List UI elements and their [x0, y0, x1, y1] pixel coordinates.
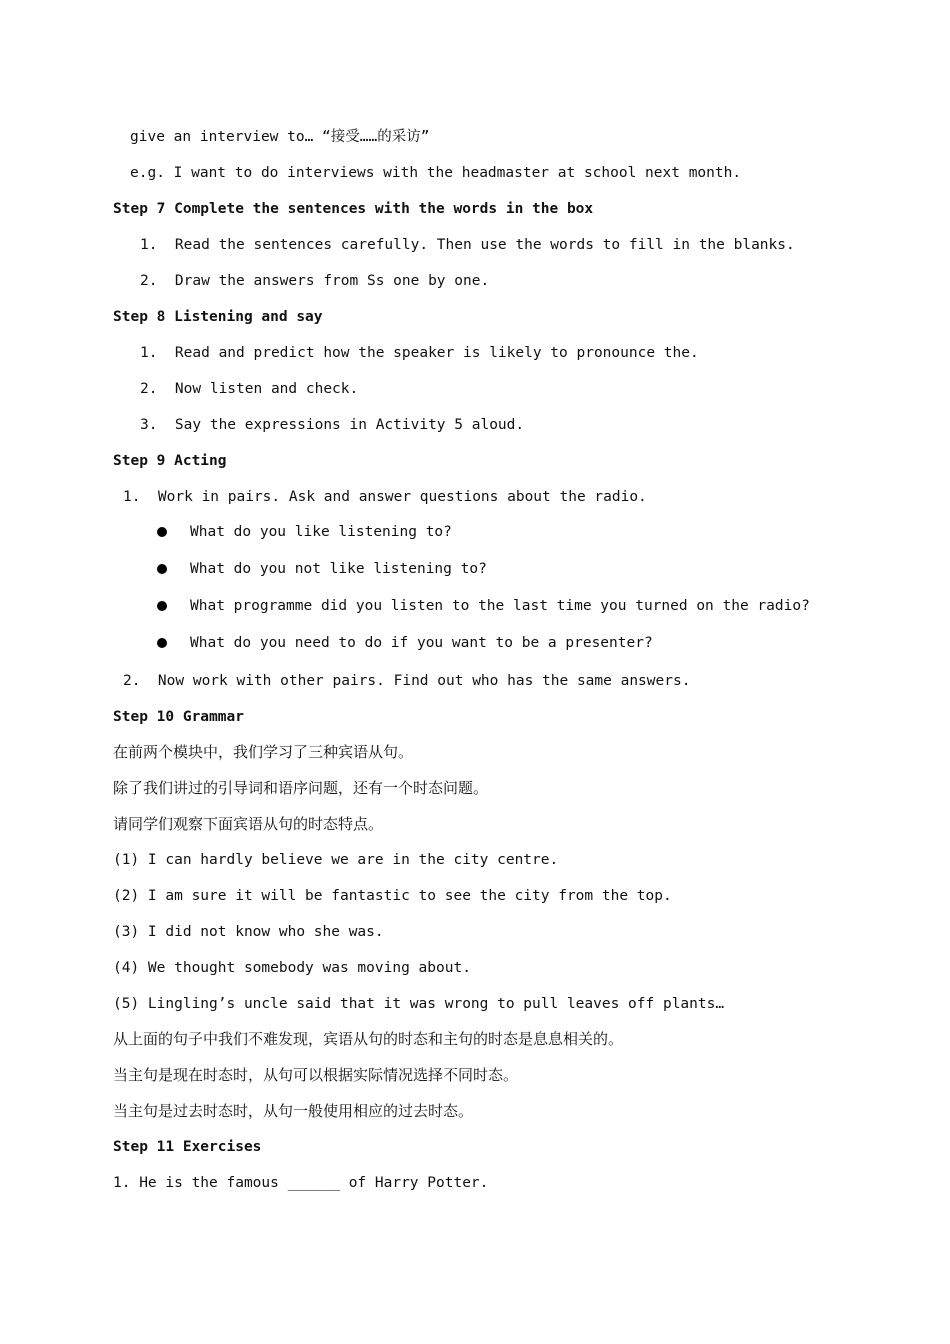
step-10-heading: Step 10 Grammar: [113, 709, 244, 725]
step-7-heading: Step 7 Complete the sentences with the words in the box: [113, 201, 594, 217]
grammar-intro-2: 除了我们讲过的引导词和语序问题，还有一个时态问题。: [113, 779, 489, 797]
grammar-example-5: (5) Lingling’s uncle said that it was wrong to pull leaves off plants…: [113, 996, 725, 1012]
step-9-item-2: 2. Now work with other pairs. Find out who has the same answers.: [123, 673, 691, 689]
step-9-heading: Step 9 Acting: [113, 453, 227, 469]
grammar-conclusion-2: 当主句是现在时态时，从句可以根据实际情况选择不同时态。: [113, 1066, 519, 1084]
grammar-example-4: (4) We thought somebody was moving about.: [113, 960, 471, 976]
question-1: What do you like listening to?: [190, 524, 452, 540]
bullet-icon: [157, 638, 167, 648]
step-8-item-2: 2. Now listen and check.: [140, 381, 359, 397]
step-8-heading: Step 8 Listening and say: [113, 309, 323, 325]
grammar-intro-1: 在前两个模块中，我们学习了三种宾语从句。: [113, 743, 414, 761]
step-8-item-1: 1. Read and predict how the speaker is likely to pronounce the.: [140, 345, 699, 361]
step-11-heading: Step 11 Exercises: [113, 1139, 262, 1155]
step-7-item-1: 1. Read the sentences carefully. Then use the words to fill in the blanks.: [140, 237, 795, 253]
step-7-item-2: 2. Draw the answers from Ss one by one.: [140, 273, 490, 289]
bullet-icon: [157, 527, 167, 537]
step-9-item-1: 1. Work in pairs. Ask and answer questions about the radio.: [123, 489, 647, 505]
exercise-1: 1. He is the famous ______ of Harry Potter.: [113, 1175, 489, 1191]
grammar-example-3: (3) I did not know who she was.: [113, 924, 384, 940]
grammar-conclusion-1: 从上面的句子中我们不难发现，宾语从句的时态和主句的时态是息息相关的。: [113, 1030, 624, 1048]
bullet-icon: [157, 601, 167, 611]
step-8-item-3: 3. Say the expressions in Activity 5 aloud.: [140, 417, 525, 433]
grammar-example-1: (1) I can hardly believe we are in the city centre.: [113, 852, 559, 868]
example-sentence: e.g. I want to do interviews with the headmaster at school next month.: [130, 165, 742, 181]
grammar-example-2: (2) I am sure it will be fantastic to see the city from the top.: [113, 888, 672, 904]
question-4: What do you need to do if you want to be a presenter?: [190, 635, 653, 651]
vocab-note: give an interview to… “接受……的采访”: [130, 129, 430, 145]
grammar-intro-3: 请同学们观察下面宾语从句的时态特点。: [113, 815, 384, 833]
question-2: What do you not like listening to?: [190, 561, 487, 577]
grammar-conclusion-3: 当主句是过去时态时，从句一般使用相应的过去时态。: [113, 1102, 474, 1120]
question-3: What programme did you listen to the last time you turned on the radio?: [190, 598, 810, 614]
bullet-icon: [157, 564, 167, 574]
